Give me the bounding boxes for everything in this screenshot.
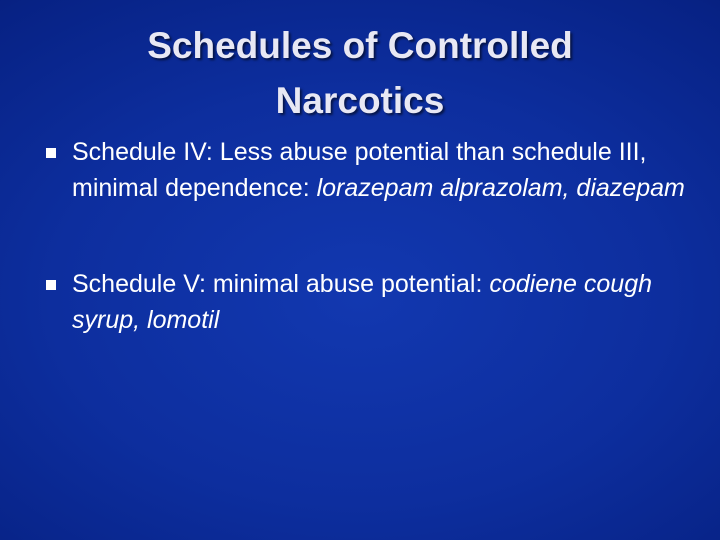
bullet-examples: lorazepam alprazolam, diazepam — [316, 174, 685, 202]
square-bullet-icon — [46, 148, 56, 158]
bullet-examples: codiene cough syrup, lomotil — [72, 270, 653, 334]
bullet-text: Less abuse potential than schedule III, minimal dependence: — [72, 138, 647, 202]
bullet-item-schedule-v — [44, 266, 694, 338]
slide-title: Schedules of Controlled Narcotics — [147, 25, 573, 121]
bullet-label: Schedule V: — [72, 270, 206, 298]
bullet-list — [44, 134, 694, 338]
bullet-text: minimal abuse potential: — [205, 270, 490, 298]
bullet-item-schedule-iv — [44, 134, 694, 206]
bullet-label: Schedule IV: — [72, 138, 213, 166]
square-bullet-icon — [46, 280, 56, 290]
